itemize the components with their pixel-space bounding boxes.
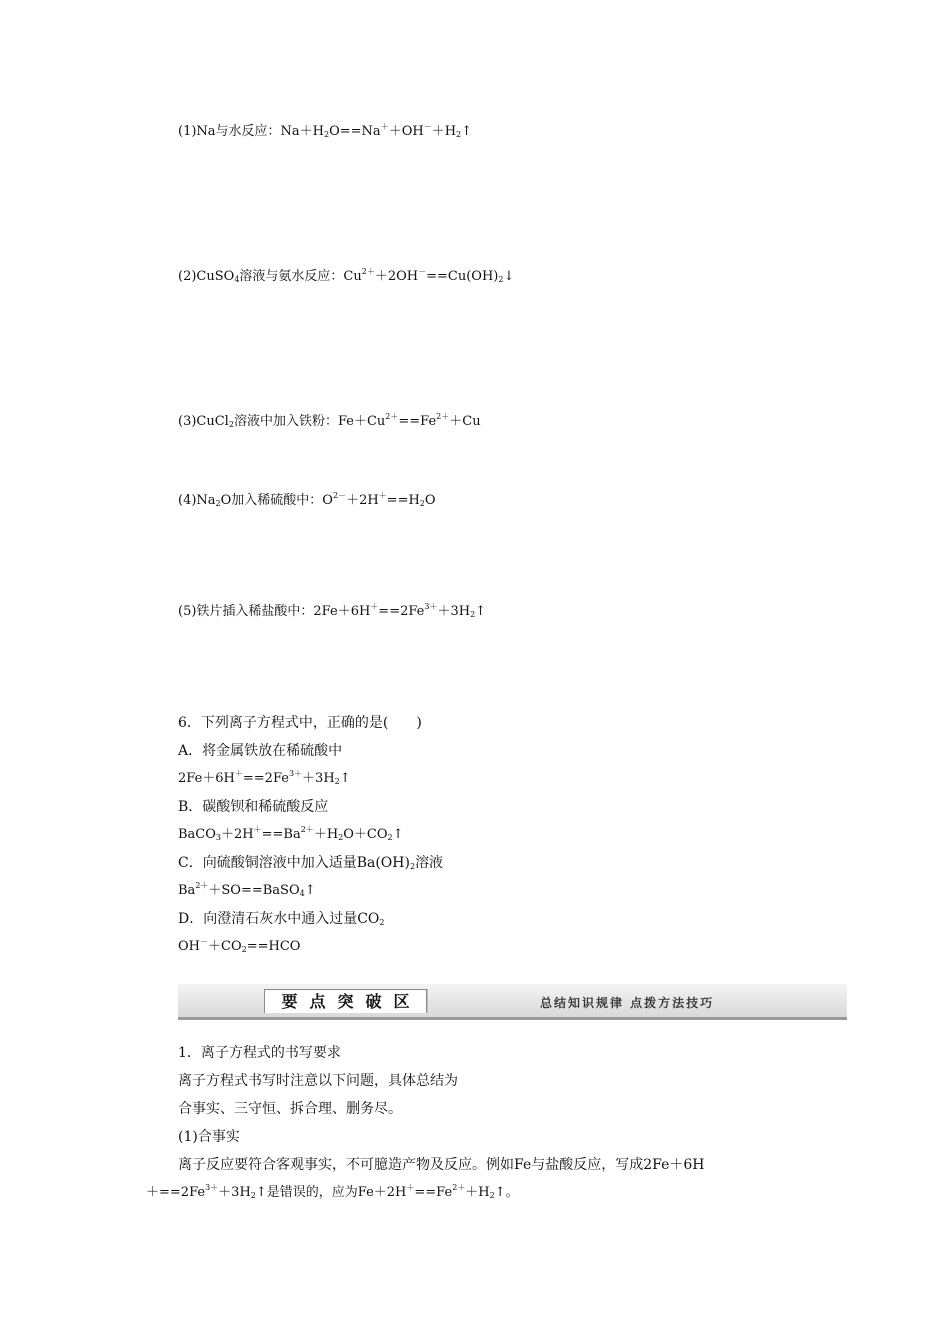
equation-3: (3)CuCl$_2$溶液中加入铁粉：$Fe+Cu^{2+}==Fe^{2+}+Cu$ <box>178 412 481 429</box>
equation-5: (5)铁片插入稀盐酸中：$2Fe+6H^+==2Fe^{3+}+3H_2↑$ <box>178 602 487 619</box>
option-d-text: D．向澄清石灰水中通入过量$CO_2$ <box>178 911 385 927</box>
subheading-fact: (1)合事实 <box>178 1129 240 1145</box>
intro-line-2: 合事实、三守恒、拆合理、删务尽。 <box>178 1101 402 1117</box>
option-b-text: B．碳酸钡和稀硫酸反应 <box>178 799 329 815</box>
section-banner <box>178 984 847 1020</box>
equation-2: (2)CuSO$_4$溶液与氨水反应：$Cu^{2+}+2OH^-==Cu(OH)_2↓$ <box>178 267 515 284</box>
option-a-text: A．将金属铁放在稀硫酸中 <box>178 743 343 759</box>
option-c-equation: $Ba^{2+}+SO==BaSO_4↑$ <box>178 881 316 898</box>
banner-subtitle: 总结知识规律 点拨方法技巧 <box>540 996 715 1010</box>
paragraph-line-1: 离子反应要符合客观事实，不可臆造产物及反应。例如Fe与盐酸反应，写成2Fe＋6H <box>178 1157 705 1173</box>
section-heading: 1．离子方程式的书写要求 <box>178 1045 341 1061</box>
banner-title: 要点突破区 <box>264 989 427 1013</box>
intro-line-1: 离子方程式书写时注意以下问题，具体总结为 <box>178 1073 458 1089</box>
option-c-text: C．向硫酸铜溶液中加入适量$Ba(OH)_2$溶液 <box>178 855 444 871</box>
equation-1: (1)Na与水反应：$Na+H_2O==Na^++OH^-+H_2↑$ <box>178 122 473 139</box>
equation-4: $(4)Na_2O$加入稀硫酸中：$O^{2-}+2H^+==H_2O$ <box>178 491 436 508</box>
paragraph-line-2: $+==2Fe^{3+}+3H_2↑$是错误的，应为$Fe+2H^+==Fe^{2+}+H_2↑$。 <box>146 1183 519 1200</box>
option-b-equation: $BaCO_3+2H^+==Ba^{2+}+H_2O+CO_2↑$ <box>178 825 404 842</box>
option-d-equation: $OH^-+CO_2==HCO$ <box>178 937 301 954</box>
option-a-equation: $2Fe+6H^+==2Fe^{3+}+3H_2↑$ <box>178 769 351 786</box>
question-6-stem: 6．下列离子方程式中，正确的是( ) <box>178 715 422 731</box>
